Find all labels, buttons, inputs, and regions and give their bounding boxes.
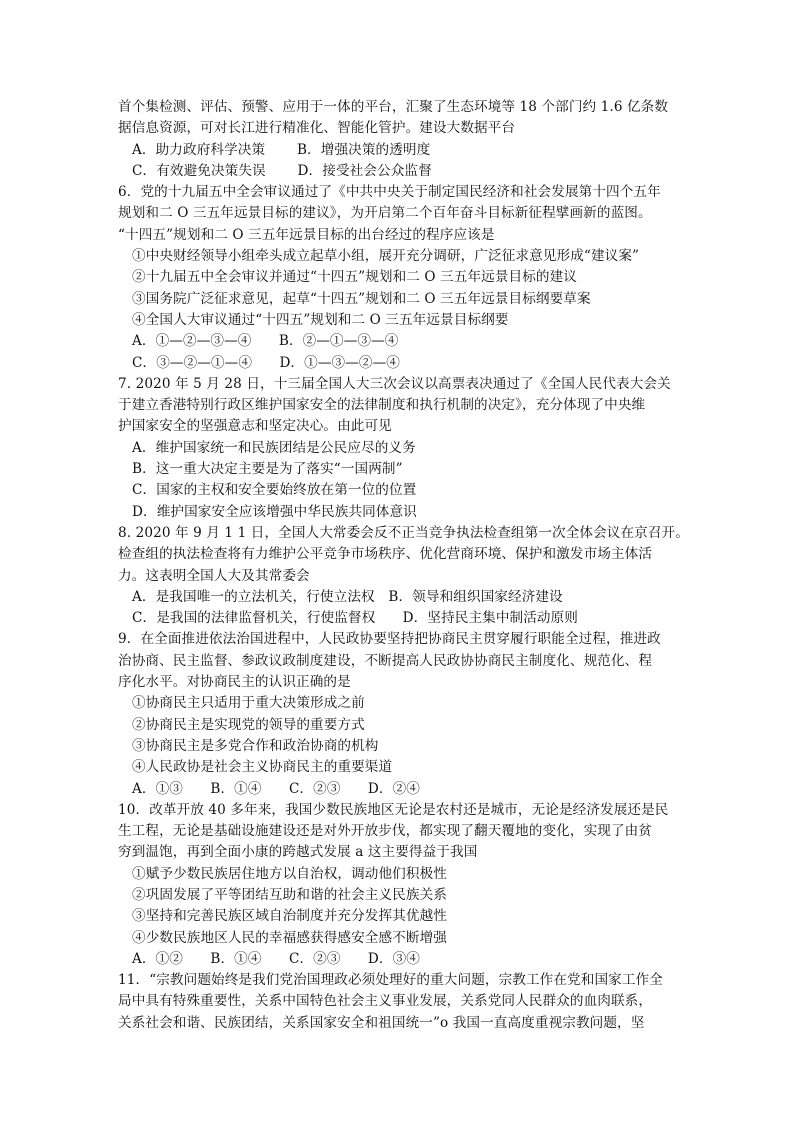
statement-line: ④人民政协是社会主义协商民主的重要渠道 <box>132 759 393 776</box>
text-line: 规划和二 O 三五年远景目标的建议》，为开启第二个百年奋斗目标新征程擘画新的蓝图。 <box>118 205 652 222</box>
text-line: 护国家安全的坚强意志和坚定决心。由此可见 <box>118 418 392 435</box>
answer-choices-line: A．①② B．①④ C．②③ D．③④ <box>132 950 420 967</box>
answer-option-line: C．③—②—①—④ D．①—③—②—④ <box>132 354 400 371</box>
statement-line: ①协商民主只适用于重大决策形成之前 <box>132 695 365 712</box>
answer-option-line: A．是我国唯一的立法机关，行使立法权 B．领导和组织国家经济建设 <box>132 588 563 605</box>
document-body <box>118 97 689 1034</box>
text-line: 检查组的执法检查将有力维护公平竞争市场秩序、优化营商环境、保护和激发市场主体活 <box>118 546 653 563</box>
answer-option-line: A．助力政府科学决策 B．增强决策的透明度 <box>132 141 431 158</box>
text-line: 关系社会和谐、民族团结，关系国家安全和祖国统一”o 我国一直高度重视宗教问题，坚 <box>118 1014 645 1031</box>
text-line: 于建立香港特别行政区维护国家安全的法律制度和执行机制的决定》，充分体现了中央维 <box>118 397 646 414</box>
text-line: 力。这表明全国人大及其常委会 <box>118 567 310 584</box>
text-line: 据信息资源，可对长江进行精准化、智能化管护。建设大数据平台 <box>118 120 516 137</box>
text-line: 穷到温饱，再到全面小康的跨越式发展 a 这主要得益于我国 <box>118 844 478 861</box>
statement-line: ③坚持和完善民族区域自治制度并充分发挥其优越性 <box>132 908 447 925</box>
answer-option-line: C．有效避免决策失误 D．接受社会公众监督 <box>132 162 432 179</box>
statement-line: ②巩固发展了平等团结互助和谐的社会主义民族关系 <box>132 886 447 903</box>
statement-line: ④少数民族地区人民的幸福感获得感安全感不断增强 <box>132 929 447 946</box>
answer-option-line: B．这一重大决定主要是为了落实“一国两制” <box>132 461 403 478</box>
text-line: 首个集检测、评估、预警、应用于一体的平台，汇聚了生态环境等 18 个部门约 1.6 亿条数 <box>118 99 669 115</box>
text-line: 局中具有特殊重要性，关系中国特色社会主义事业发展，关系党同人民群众的血肉联系， <box>118 993 653 1010</box>
answer-option-line: C．国家的主权和安全要始终放在第一位的位置 <box>132 482 417 499</box>
statement-line: ①中央财经领导小组牵头成立起草小组，展开充分调研，广泛征求意见形成“建议案” <box>132 248 640 265</box>
answer-option-line: A．①—②—③—④ B．②—①—③—④ <box>132 333 399 350</box>
document-page <box>118 97 689 1034</box>
text-line: 8. 2020 年 9 月 1 1 日，全国人大常委会反不正当竞争执法检查组第一次全体会议在京召开。 <box>118 524 689 541</box>
text-line: 9．在全面推进依法治国进程中，人民政协要坚持把协商民主贯穿履行职能全过程，推进政 <box>118 631 661 648</box>
statement-line: ③协商民主是多党合作和政治协商的机构 <box>132 737 379 754</box>
statement-line: ②协商民主是实现党的领导的重要方式 <box>132 716 365 733</box>
text-line: 治协商、民主监督、参政议政制度建设，不断提高人民政协协商民主制度化、规范化、程 <box>118 652 653 669</box>
statement-line: ①赋予少数民族居住地方以自治权，调动他们积极性 <box>132 865 447 882</box>
text-line: “十四五”规划和二 O 三五年远景目标的出台经过的程序应该是 <box>118 226 495 243</box>
text-line: 7. 2020 年 5 月 28 日，十三届全国人大三次会议以高票表决通过了《全国人民代表大会关 <box>118 375 671 392</box>
statement-line: ③国务院广泛征求意见，起草“十四五”规划和二 O 三五年远景目标纲要草案 <box>132 290 591 307</box>
text-line: 生工程，无论是基础设施建设还是对外开放步伐，都实现了翻天覆地的变化，实现了由贫 <box>118 823 653 840</box>
statement-line: ②十九届五中全会审议并通过“十四五”规划和二 O 三五年远景目标的建议 <box>132 269 577 286</box>
answer-option-line: A．维护国家统一和民族团结是公民应尽的义务 <box>132 439 416 456</box>
answer-option-line: D．维护国家安全应该增强中华民族共同体意识 <box>132 503 417 520</box>
text-line: 11．“宗教问题始终是我们党治国理政必须处理好的重大问题，宗教工作在党和国家工作全 <box>118 972 663 989</box>
text-line: 10．改革开放 40 多年来，我国少数民族地区无论是农村还是城市，无论是经济发展还是民 <box>118 801 669 818</box>
answer-option-line: C．是我国的法律监督机关，行使监督权 D．坚持民主集中制活动原则 <box>132 610 579 627</box>
text-line: 6．党的十九届五中全会审议通过了《中共中央关于制定国民经济和社会发展第十四个五年 <box>118 184 661 201</box>
text-line: 序化水平。对协商民主的认识正确的是 <box>118 674 351 691</box>
statement-line: ④全国人大审议通过“十四五”规划和二 O 三五年远景目标纲要 <box>132 311 509 328</box>
answer-choices-line: A．①③ B．①④ C．②③ D．②④ <box>132 780 420 797</box>
